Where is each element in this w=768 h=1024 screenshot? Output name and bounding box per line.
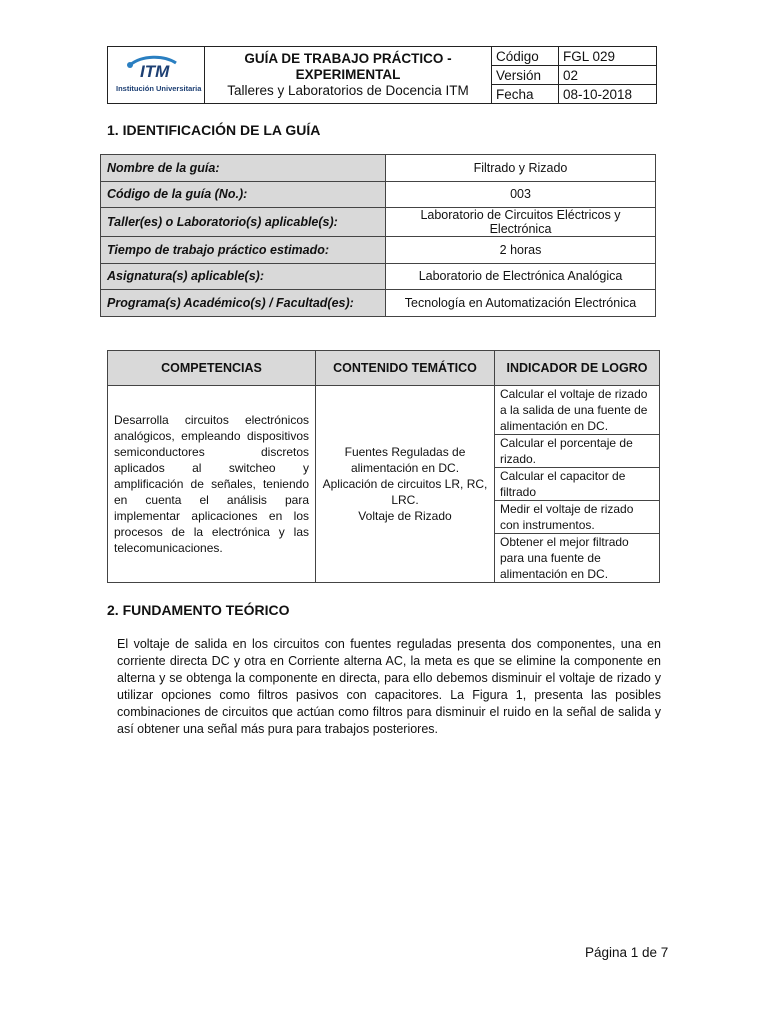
id-key: Tiempo de trabajo práctico estimado:	[101, 237, 386, 264]
id-value: 003	[386, 181, 656, 208]
meta-key: Fecha	[492, 85, 559, 104]
document-header	[107, 46, 657, 104]
contenido-cell	[316, 386, 495, 583]
title-line-2: EXPERIMENTAL	[295, 67, 401, 82]
id-key: Nombre de la guía:	[101, 155, 386, 182]
title-subtitle: Talleres y Laboratorios de Docencia ITM	[227, 83, 469, 98]
column-header: CONTENIDO TEMÁTICO	[316, 351, 495, 386]
logo-subtitle: Institución Universitaria	[116, 84, 202, 93]
indicador-cell: Calcular el voltaje de rizado a la salida de una fuente de alimentación en DC.	[495, 386, 660, 435]
logo-text: ITM	[140, 62, 170, 81]
id-value: Tecnología en Automatización Electrónica	[386, 290, 656, 317]
competencias-table	[107, 350, 660, 583]
section-2-heading: 2. FUNDAMENTO TEÓRICO	[107, 602, 290, 618]
id-key: Asignatura(s) aplicable(s):	[101, 263, 386, 290]
id-key: Código de la guía (No.):	[101, 181, 386, 208]
logo-cell	[108, 47, 205, 104]
theory-paragraph: El voltaje de salida en los circuitos con fuentes reguladas presenta dos componentes, una en corriente directa DC y otra en Corriente alterna AC, la meta es que se elimine la componente en alterna y se obtenga la componente en directa, para ello debemos disminuir el voltaje de rizado y utilizar opciones como filtros pasivos con capacitores. La Figura 1, presenta las posibles combinaciones de circuitos que actúan como filtros para disminuir el ruido en la señal de salida y así obtener una señal más pura para trabajos posteriores.	[117, 637, 661, 736]
meta-key: Versión	[492, 66, 559, 85]
table-row	[101, 155, 656, 182]
contenido-item: Aplicación de circuitos LR, RC, LRC.	[322, 477, 488, 507]
meta-value: 02	[559, 66, 657, 85]
page-number: Página 1 de 7	[585, 945, 669, 960]
contenido-item: Voltaje de Rizado	[358, 509, 452, 523]
identification-table	[100, 154, 656, 317]
indicador-cell: Calcular el porcentaje de rizado.	[495, 435, 660, 468]
table-header-row	[108, 351, 660, 386]
meta-value: FGL 029	[559, 47, 657, 66]
table-row	[101, 237, 656, 264]
table-row	[108, 386, 660, 435]
contenido-item: Fuentes Reguladas de alimentación en DC.	[344, 445, 466, 475]
id-key: Programa(s) Académico(s) / Facultad(es):	[101, 290, 386, 317]
table-row	[101, 290, 656, 317]
id-value: Laboratorio de Circuitos Eléctricos y Electrónica	[386, 208, 656, 237]
indicador-cell: Calcular el capacitor de filtrado	[495, 468, 660, 501]
id-key: Taller(es) o Laboratorio(s) aplicable(s):	[101, 208, 386, 237]
itm-logo	[116, 53, 202, 97]
table-row	[101, 208, 656, 237]
meta-value: 08-10-2018	[559, 85, 657, 104]
meta-key: Código	[492, 47, 559, 66]
column-header: COMPETENCIAS	[108, 351, 316, 386]
table-row	[101, 263, 656, 290]
table-row	[101, 181, 656, 208]
column-header: INDICADOR DE LOGRO	[495, 351, 660, 386]
id-value: Filtrado y Rizado	[386, 155, 656, 182]
indicador-cell: Obtener el mejor filtrado para una fuente de alimentación en DC.	[495, 534, 660, 583]
indicador-cell: Medir el voltaje de rizado con instrumentos.	[495, 501, 660, 534]
id-value: Laboratorio de Electrónica Analógica	[386, 263, 656, 290]
document-title	[205, 47, 492, 104]
id-value: 2 horas	[386, 237, 656, 264]
section-1-heading: 1. IDENTIFICACIÓN DE LA GUÍA	[107, 122, 321, 138]
competencia-cell: Desarrolla circuitos electrónicos analógicos, empleando dispositivos semiconductores discretos aplicados al switcheo y amplificación de señales, teniendo en cuenta el análisis para implementar aplicaciones en los procesos de la electrónica y las telecomunicaciones.	[108, 386, 316, 583]
title-line-1: GUÍA DE TRABAJO PRÁCTICO -	[244, 51, 452, 66]
